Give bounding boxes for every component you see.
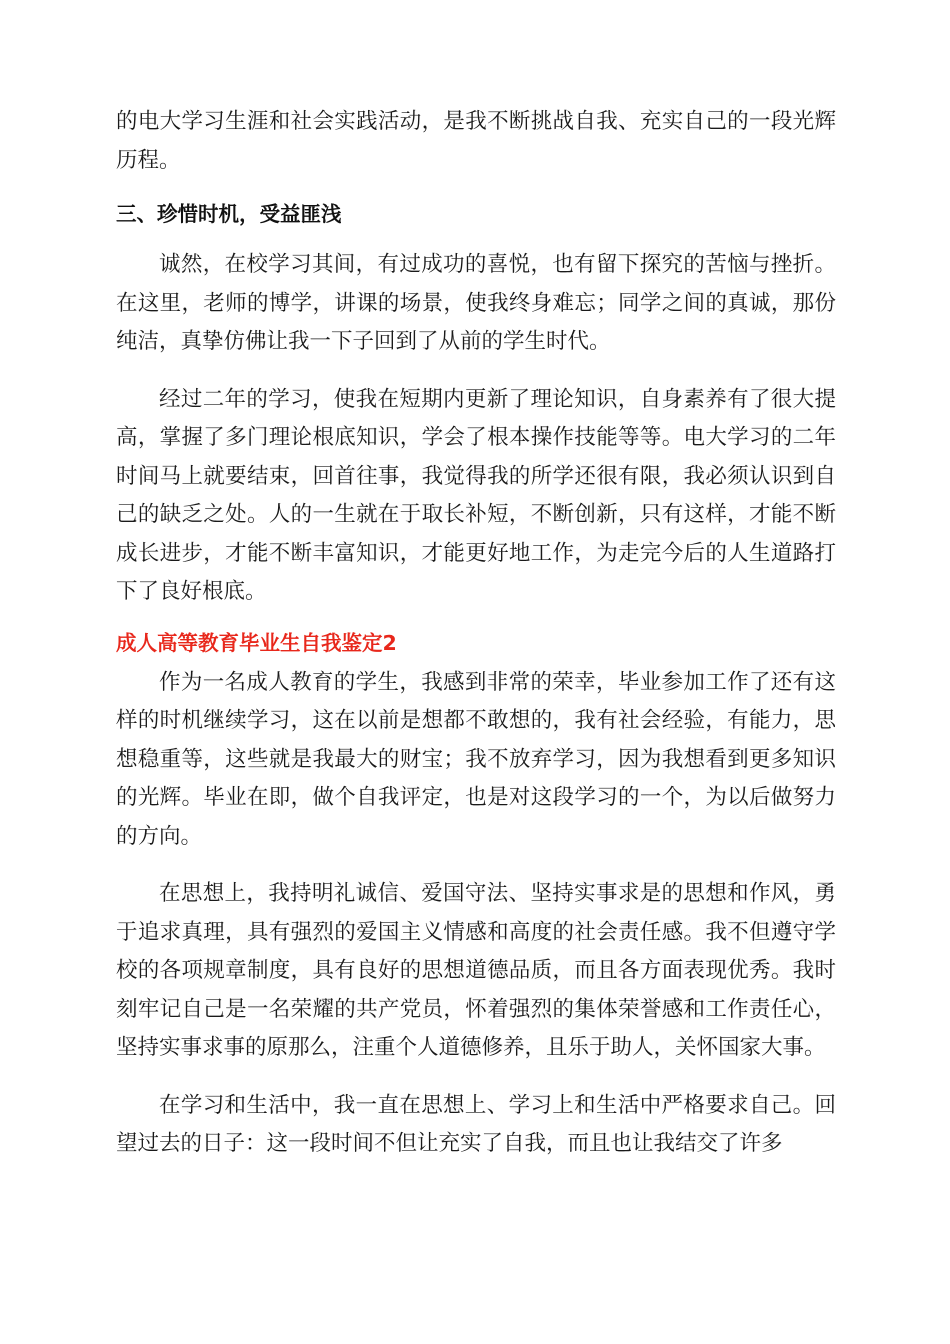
body-paragraph: 经过二年的学习，使我在短期内更新了理论知识，自身素养有了很大提高，掌握了多门理论根底知识，学会了根本操作技能等等。电大学习的二年时间马上就要结束，回首往事，我觉得我的所学还很有限，我必须认识到自己的缺乏之处。人的一生就在于取长补短，不断创新，只有这样，才能不断成长进步，才能不断丰富知识，才能更好地工作，为走完今后的人生道路打下了良好根底。	[116, 386, 836, 604]
body-paragraph: 作为一名成人教育的学生，我感到非常的荣幸，毕业参加工作了还有这样的时机继续学习，这在以前是想都不敢想的，我有社会经验，有能力，思想稳重等，这些就是我最大的财宝；我不放弃学习，因为我想看到更多知识的光辉。毕业在即，做个自我评定，也是对这段学习的一个，为以后做努力的方向。	[116, 669, 836, 849]
body-paragraph: 在思想上，我持明礼诚信、爱国守法、坚持实事求是的思想和作风，勇于追求真理，具有强烈的爱国主义情感和高度的社会责任感。我不但遵守学校的各项规章制度，具有良好的思想道德品质，而且各方面表现优秀。我时刻牢记自己是一名荣耀的共产党员，怀着强烈的集体荣誉感和工作责任心，坚持实事求事的原那么，注重个人道德修养，且乐于助人，关怀国家大事。	[116, 881, 836, 1060]
section-heading: 三、珍惜时机，受益匪浅	[116, 202, 342, 226]
continuation-paragraph: 的电大学习生涯和社会实践活动，是我不断挑战自我、充实自己的一段光辉历程。	[116, 109, 836, 173]
body-paragraph: 诚然，在校学习其间，有过成功的喜悦，也有留下探究的苦恼与挫折。在这里，老师的博学，讲课的场景，使我终身难忘；同学之间的真诚，那份纯洁，真挚仿佛让我一下子回到了从前的学生时代。	[116, 252, 836, 354]
article-title: 成人高等教育毕业生自我鉴定2	[116, 630, 397, 655]
body-paragraph: 在学习和生活中，我一直在思想上、学习上和生活中严格要求自己。回望过去的日子：这一段时间不但让充实了自我，而且也让我结交了许多	[116, 1092, 836, 1156]
document-page	[116, 103, 836, 1164]
